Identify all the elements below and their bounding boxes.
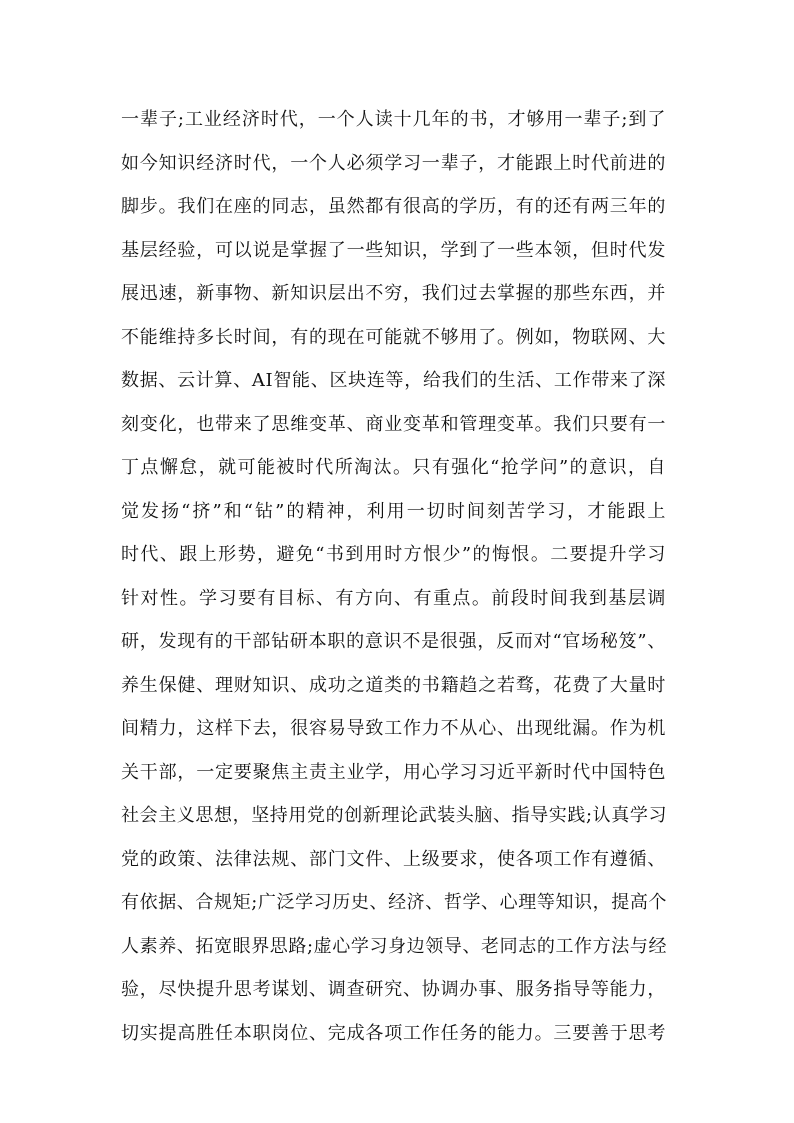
- text-line: 如今知识经济时代，一个人必须学习一辈子，才能跟上时代前进的: [121, 152, 666, 174]
- text-line: 不能维持多长时间，有的现在可能就不够用了。例如，物联网、大: [121, 326, 666, 348]
- text-line: 党的政策、法律法规、部门文件、上级要求，使各项工作有遵循、: [121, 848, 666, 870]
- text-line: 有依据、合规矩;广泛学习历史、经济、哲学、心理等知识，提高个: [121, 892, 668, 913]
- text-line: 展迅速，新事物、新知识层出不穷，我们过去掌握的那些东西，并: [121, 283, 666, 304]
- text-line: 丁点懈怠，就可能被时代所淘汰。只有强化“抢学问”的意识，自: [121, 457, 666, 478]
- text-line: 社会主义思想，坚持用党的创新理论武装头脑、指导实践;认真学习: [121, 805, 668, 826]
- text-line: 脚步。我们在座的同志，虽然都有很高的学历，有的还有两三年的: [121, 196, 666, 217]
- text-line: 养生保健、理财知识、成功之道类的书籍趋之若骛，花费了大量时: [121, 674, 666, 696]
- text-line: 刻变化，也带来了思维变革、商业变革和管理变革。我们只要有一: [121, 413, 666, 435]
- text-line: 切实提高胜任本职岗位、完成各项工作任务的能力。三要善于思考: [121, 1022, 666, 1044]
- text-line: 针对性。学习要有目标、有方向、有重点。前段时间我到基层调: [121, 587, 666, 609]
- text-line: 基层经验，可以说是掌握了一些知识，学到了一些本领，但时代发: [121, 239, 666, 261]
- body-text: [121, 98, 666, 1055]
- text-line: 间精力，这样下去，很容易导致工作力不从心、出现纰漏。作为机: [121, 718, 666, 739]
- text-line: 时代、跟上形势，避免“书到用时方恨少”的悔恨。二要提升学习: [121, 544, 666, 565]
- text-line: 关干部，一定要聚焦主责主业学，用心学习习近平新时代中国特色: [121, 761, 666, 783]
- text-line: 人素养、拓宽眼界思路;虚心学习身边领导、老同志的工作方法与经: [121, 935, 668, 957]
- text-line: 数据、云计算、AI智能、区块连等，给我们的生活、工作带来了深: [121, 370, 666, 391]
- text-line: 一辈子;工业经济时代，一个人读十几年的书，才够用一辈子;到了: [121, 109, 666, 130]
- text-line: 研，发现有的干部钻研本职的意识不是很强，反而对“官场秘笈”、: [121, 631, 666, 652]
- text-line: 验，尽快提升思考谋划、调查研究、协调办事、服务指导等能力，: [121, 979, 666, 1000]
- text-line: 觉发扬“挤”和“钻”的精神，利用一切时间刻苦学习，才能跟上: [121, 500, 666, 522]
